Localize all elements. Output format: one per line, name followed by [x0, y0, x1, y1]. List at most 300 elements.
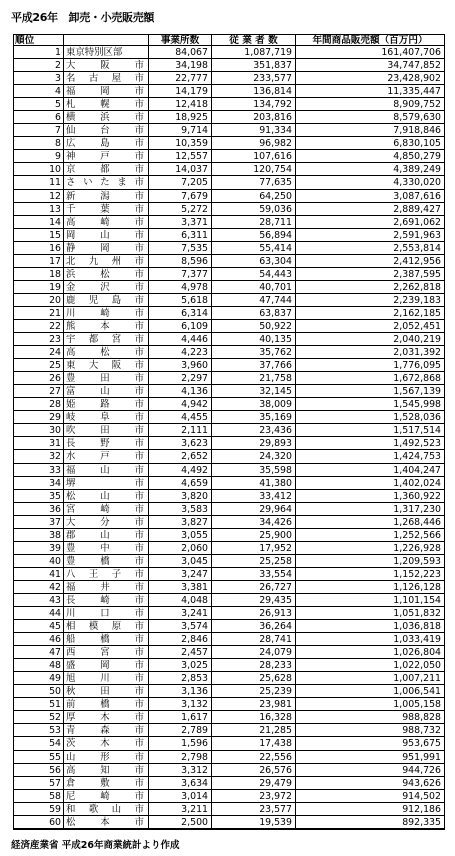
table-row: [14, 737, 444, 750]
city-cell: [64, 477, 149, 489]
establishments-cell: 7,377: [149, 268, 212, 280]
city-name: 相 模 原 市: [66, 621, 144, 633]
city-name: 水 戸 市: [66, 451, 144, 463]
sales-cell: 1,152,223: [393, 568, 441, 580]
establishments-cell: 6,109: [149, 320, 212, 332]
city-cell: [64, 242, 149, 254]
rank-cell: 60: [14, 816, 64, 828]
city-cell: [64, 490, 149, 502]
establishments-cell: 3,623: [149, 437, 212, 449]
city-name: 長 崎 市: [66, 594, 144, 606]
table-row: [14, 777, 444, 790]
city-name: 松 本 市: [66, 816, 144, 828]
table-row: [14, 816, 444, 829]
rank-cell: 2: [14, 59, 64, 71]
establishments-cell: 14,037: [149, 163, 212, 175]
source-note: 経済産業省 平成26年商業統計より作成: [11, 840, 180, 851]
city-name: 大 分 市: [66, 516, 144, 528]
city-cell: [64, 46, 149, 58]
employees-cell: 41,380: [212, 477, 296, 489]
rank-cell: 10: [14, 163, 64, 175]
establishments-cell: 3,211: [149, 803, 212, 815]
table-row: [14, 477, 444, 490]
sales-cell: 8,909,752: [393, 99, 441, 111]
employees-cell: 59,036: [212, 203, 296, 215]
rank-cell: 6: [14, 111, 64, 123]
city-cell: [64, 398, 149, 410]
employees-cell: 21,285: [212, 724, 296, 736]
table-row: [14, 424, 444, 437]
city-cell: [64, 607, 149, 619]
establishments-cell: 3,574: [149, 620, 212, 632]
establishments-cell: 8,596: [149, 255, 212, 267]
establishments-cell: 3,371: [149, 216, 212, 228]
employees-cell: 19,539: [212, 816, 296, 828]
establishments-cell: 9,714: [149, 124, 212, 136]
sales-cell: 953,675: [402, 738, 441, 750]
table-row: [14, 72, 444, 85]
table-row: [14, 150, 444, 163]
city-cell: [64, 333, 149, 345]
city-name: 八 王 子 市: [66, 568, 144, 580]
table-row: [14, 581, 444, 594]
employees-cell: 47,744: [212, 294, 296, 306]
table-header-row: [14, 34, 444, 46]
employees-cell: 28,233: [212, 659, 296, 671]
sales-cell: 1,226,928: [393, 542, 441, 554]
rank-cell: 40: [14, 555, 64, 567]
rank-cell: 56: [14, 764, 64, 776]
city-name: 静 岡 市: [66, 242, 144, 254]
employees-cell: 38,009: [212, 398, 296, 410]
rank-cell: 51: [14, 698, 64, 710]
sales-cell: 1,252,566: [393, 529, 441, 541]
sales-cell: 2,412,956: [393, 255, 441, 267]
table-row: [14, 411, 444, 424]
city-name: 岡 山 市: [66, 229, 144, 241]
employees-cell: 50,922: [212, 320, 296, 332]
rank-cell: 55: [14, 751, 64, 763]
establishments-cell: 3,312: [149, 764, 212, 776]
rank-cell: 15: [14, 229, 64, 241]
city-cell: [64, 320, 149, 332]
establishments-cell: 5,272: [149, 203, 212, 215]
establishments-cell: 2,652: [149, 450, 212, 462]
page-title: 平成26年 卸売・小売販売額: [11, 11, 155, 24]
rank-cell: 42: [14, 581, 64, 593]
city-name: 富 山 市: [66, 386, 144, 398]
city-cell: [64, 359, 149, 371]
employees-cell: 16,328: [212, 711, 296, 723]
city-cell: [64, 646, 149, 658]
table-row: [14, 59, 444, 72]
sales-cell: 11,335,447: [387, 86, 441, 98]
sales-cell: 3,087,616: [393, 190, 441, 202]
city-name: 高 崎 市: [66, 216, 144, 228]
establishments-cell: 3,583: [149, 503, 212, 515]
sales-cell: 4,850,279: [393, 151, 441, 163]
city-name: 福 山 市: [66, 464, 144, 476]
city-name: 熊 本 市: [66, 320, 144, 332]
table-row: [14, 503, 444, 516]
sales-cell: 1,209,593: [393, 555, 441, 567]
employees-cell: 64,250: [212, 190, 296, 202]
rank-cell: 22: [14, 320, 64, 332]
table-row: [14, 46, 444, 59]
city-cell: [64, 542, 149, 554]
city-cell: [64, 281, 149, 293]
city-cell: [64, 568, 149, 580]
table-row: [14, 268, 444, 281]
establishments-cell: 4,659: [149, 477, 212, 489]
city-cell: [64, 163, 149, 175]
table-row: [14, 633, 444, 646]
city-cell: [64, 555, 149, 567]
city-cell: [64, 229, 149, 241]
table-row: [14, 359, 444, 372]
employees-cell: 22,556: [212, 751, 296, 763]
sales-cell: 892,335: [402, 816, 441, 828]
establishments-cell: 6,311: [149, 229, 212, 241]
table-row: [14, 242, 444, 255]
city-cell: [64, 659, 149, 671]
header-sales: 年間商品販売額（百万円）: [312, 35, 428, 46]
establishments-cell: 4,455: [149, 411, 212, 423]
employees-cell: 54,443: [212, 268, 296, 280]
establishments-cell: 12,418: [149, 98, 212, 110]
city-cell: [64, 150, 149, 162]
rank-cell: 4: [14, 85, 64, 97]
city-name: 松 山 市: [66, 490, 144, 502]
rank-cell: 25: [14, 359, 64, 371]
rank-cell: 9: [14, 150, 64, 162]
establishments-cell: 3,634: [149, 777, 212, 789]
city-name: 福 岡 市: [66, 86, 144, 98]
sales-cell: 2,889,427: [393, 203, 441, 215]
city-cell: [64, 737, 149, 749]
city-cell: [64, 268, 149, 280]
table-row: [14, 803, 444, 816]
city-cell: [64, 424, 149, 436]
city-name: 茨 木 市: [66, 738, 144, 750]
table-row: [14, 724, 444, 737]
employees-cell: 26,576: [212, 764, 296, 776]
city-cell: [64, 216, 149, 228]
sales-cell: 34,747,852: [387, 60, 441, 72]
rank-cell: 53: [14, 724, 64, 736]
table-row: [14, 698, 444, 711]
city-name: 秋 田 市: [66, 686, 144, 698]
employees-cell: 23,972: [212, 790, 296, 802]
table-row: [14, 190, 444, 203]
city-name: 和 歌 山 市: [66, 803, 144, 815]
rank-cell: 59: [14, 803, 64, 815]
establishments-cell: 4,942: [149, 398, 212, 410]
rank-cell: 30: [14, 424, 64, 436]
employees-cell: 29,964: [212, 503, 296, 515]
employees-cell: 33,412: [212, 490, 296, 502]
sales-cell: 6,830,105: [393, 138, 441, 150]
city-name: 仙 台 市: [66, 125, 144, 137]
sales-cell: 912,186: [402, 803, 441, 815]
city-name: 福 井 市: [66, 581, 144, 593]
rank-cell: 31: [14, 437, 64, 449]
employees-cell: 28,741: [212, 633, 296, 645]
sales-cell: 1,528,036: [393, 412, 441, 424]
city-cell: [64, 764, 149, 776]
table-row: [14, 203, 444, 216]
rank-cell: 12: [14, 190, 64, 202]
city-cell: [64, 85, 149, 97]
rank-cell: 14: [14, 216, 64, 228]
sales-cell: 1,402,024: [393, 477, 441, 489]
sales-cell: 943,626: [402, 777, 441, 789]
rank-cell: 45: [14, 620, 64, 632]
city-name: 西 宮 市: [66, 647, 144, 659]
sales-cell: 1,101,154: [393, 594, 441, 606]
table-row: [14, 111, 444, 124]
city-cell: [64, 594, 149, 606]
city-name: 京 都 市: [66, 164, 144, 176]
employees-cell: 25,239: [212, 685, 296, 697]
header-employees: 従 業 者 数: [212, 35, 296, 45]
employees-cell: 91,334: [212, 124, 296, 136]
employees-cell: 40,135: [212, 333, 296, 345]
establishments-cell: 3,136: [149, 685, 212, 697]
city-name: 川 口 市: [66, 608, 144, 620]
establishments-cell: 2,789: [149, 724, 212, 736]
city-cell: [64, 255, 149, 267]
city-cell: [64, 620, 149, 632]
rank-cell: 38: [14, 529, 64, 541]
sales-cell: 1,517,514: [393, 425, 441, 437]
sales-cell: 2,591,963: [393, 229, 441, 241]
city-name: 東 大 阪 市: [66, 360, 144, 372]
establishments-cell: 3,827: [149, 516, 212, 528]
rank-cell: 7: [14, 124, 64, 136]
employees-cell: 29,893: [212, 437, 296, 449]
city-name: 前 橋 市: [66, 699, 144, 711]
city-cell: [64, 346, 149, 358]
employees-cell: 26,913: [212, 607, 296, 619]
city-cell: [64, 190, 149, 202]
city-name: 北 九 州 市: [66, 255, 144, 267]
city-cell: [64, 411, 149, 423]
employees-cell: 35,598: [212, 464, 296, 476]
table-row: [14, 685, 444, 698]
table-row: [14, 307, 444, 320]
rank-cell: 52: [14, 711, 64, 723]
city-cell: [64, 529, 149, 541]
employees-cell: 96,982: [212, 137, 296, 149]
employees-cell: 40,701: [212, 281, 296, 293]
table-row: [14, 124, 444, 137]
employees-cell: 24,079: [212, 646, 296, 658]
city-name: さ い た ま 市: [66, 177, 144, 189]
rank-cell: 47: [14, 646, 64, 658]
sales-cell: 951,991: [402, 751, 441, 763]
sales-cell: 2,052,451: [393, 320, 441, 332]
employees-cell: 35,169: [212, 411, 296, 423]
table-row: [14, 85, 444, 98]
sales-cell: 8,579,630: [393, 112, 441, 124]
rank-cell: 43: [14, 594, 64, 606]
establishments-cell: 7,535: [149, 242, 212, 254]
table-row: [14, 346, 444, 359]
city-cell: [64, 203, 149, 215]
establishments-cell: 4,048: [149, 594, 212, 606]
employees-cell: 17,952: [212, 542, 296, 554]
rank-cell: 36: [14, 503, 64, 515]
city-cell: [64, 724, 149, 736]
rank-cell: 26: [14, 372, 64, 384]
sales-cell: 23,428,902: [387, 73, 441, 85]
city-cell: [64, 59, 149, 71]
establishments-cell: 7,205: [149, 176, 212, 188]
city-name: 姫 路 市: [66, 399, 144, 411]
city-cell: [64, 503, 149, 515]
table-row: [14, 281, 444, 294]
sales-cell: 2,691,062: [393, 216, 441, 228]
establishments-cell: 2,798: [149, 751, 212, 763]
employees-cell: 107,616: [212, 150, 296, 162]
sales-cell: 1,268,446: [393, 516, 441, 528]
employees-cell: 24,320: [212, 450, 296, 462]
sales-cell: 1,776,095: [393, 360, 441, 372]
city-name: 船 橋 市: [66, 634, 144, 646]
table-row: [14, 516, 444, 529]
sales-cell: 1,424,753: [393, 451, 441, 463]
rank-cell: 37: [14, 516, 64, 528]
sales-cell: 2,162,185: [393, 307, 441, 319]
rank-cell: 24: [14, 346, 64, 358]
employees-cell: 23,981: [212, 698, 296, 710]
table-row: [14, 137, 444, 150]
establishments-cell: 3,045: [149, 555, 212, 567]
city-name: 広 島 市: [66, 138, 144, 150]
table-row: [14, 437, 444, 450]
establishments-cell: 2,297: [149, 372, 212, 384]
sales-cell: 1,492,523: [393, 438, 441, 450]
establishments-cell: 6,314: [149, 307, 212, 319]
sales-cell: 4,389,249: [393, 164, 441, 176]
establishments-cell: 4,446: [149, 333, 212, 345]
establishments-cell: 4,223: [149, 346, 212, 358]
rank-cell: 23: [14, 333, 64, 345]
table-row: [14, 751, 444, 764]
rank-cell: 27: [14, 385, 64, 397]
employees-cell: 32,145: [212, 385, 296, 397]
establishments-cell: 2,111: [149, 424, 212, 436]
sales-cell: 2,262,818: [393, 281, 441, 293]
establishments-cell: 4,136: [149, 385, 212, 397]
table-row: [14, 490, 444, 503]
establishments-cell: 18,925: [149, 111, 212, 123]
city-cell: [64, 698, 149, 710]
city-cell: [64, 176, 149, 188]
rank-cell: 33: [14, 464, 64, 476]
rank-cell: 8: [14, 137, 64, 149]
table-row: [14, 372, 444, 385]
table-row: [14, 711, 444, 724]
table-row: [14, 529, 444, 542]
city-name: 神 戸 市: [66, 151, 144, 163]
table-row: [14, 646, 444, 659]
sales-cell: 1,126,128: [393, 581, 441, 593]
establishments-cell: 2,060: [149, 542, 212, 554]
establishments-cell: 3,014: [149, 790, 212, 802]
employees-cell: 36,264: [212, 620, 296, 632]
rank-cell: 57: [14, 777, 64, 789]
establishments-cell: 2,457: [149, 646, 212, 658]
establishments-cell: 3,025: [149, 659, 212, 671]
table-row: [14, 790, 444, 803]
table-row: [14, 320, 444, 333]
sales-cell: 1,545,998: [393, 399, 441, 411]
city-name: 盛 岡 市: [66, 660, 144, 672]
city-cell: [64, 372, 149, 384]
establishments-cell: 3,381: [149, 581, 212, 593]
rank-cell: 28: [14, 398, 64, 410]
rank-cell: 32: [14, 450, 64, 462]
sales-cell: 1,006,541: [393, 686, 441, 698]
city-cell: [64, 685, 149, 697]
sales-cell: 1,026,804: [393, 647, 441, 659]
establishments-cell: 1,596: [149, 737, 212, 749]
establishments-cell: 34,198: [149, 59, 212, 71]
rank-cell: 21: [14, 307, 64, 319]
city-name: 郡 山 市: [66, 529, 144, 541]
table-row: [14, 294, 444, 307]
rank-cell: 39: [14, 542, 64, 554]
establishments-cell: 3,055: [149, 529, 212, 541]
city-cell: [64, 464, 149, 476]
establishments-cell: 3,960: [149, 359, 212, 371]
sales-cell: 914,502: [402, 790, 441, 802]
establishments-cell: 22,777: [149, 72, 212, 84]
employees-cell: 17,438: [212, 737, 296, 749]
sales-cell: 988,828: [402, 712, 441, 724]
employees-cell: 37,766: [212, 359, 296, 371]
establishments-cell: 10,359: [149, 137, 212, 149]
establishments-cell: 4,492: [149, 464, 212, 476]
city-name: 東京特別区部: [66, 47, 123, 58]
rank-cell: 3: [14, 72, 64, 84]
employees-cell: 25,628: [212, 672, 296, 684]
city-name: 大 阪 市: [66, 60, 144, 72]
city-name: 山 形 市: [66, 751, 144, 763]
employees-cell: 55,414: [212, 242, 296, 254]
rank-cell: 16: [14, 242, 64, 254]
sales-cell: 944,726: [402, 764, 441, 776]
table-row: [14, 607, 444, 620]
city-name: 高 松 市: [66, 347, 144, 359]
sales-cell: 1,404,247: [393, 464, 441, 476]
rank-cell: 44: [14, 607, 64, 619]
sales-cell: 1,567,139: [393, 386, 441, 398]
establishments-cell: 2,846: [149, 633, 212, 645]
employees-cell: 351,837: [212, 59, 296, 71]
employees-cell: 63,837: [212, 307, 296, 319]
sales-cell: 7,918,846: [393, 125, 441, 137]
city-cell: [64, 581, 149, 593]
table-row: [14, 672, 444, 685]
employees-cell: 63,304: [212, 255, 296, 267]
table-row: [14, 229, 444, 242]
sales-cell: 161,407,706: [381, 47, 441, 58]
city-name: 旭 川 市: [66, 673, 144, 685]
rank-cell: 29: [14, 411, 64, 423]
